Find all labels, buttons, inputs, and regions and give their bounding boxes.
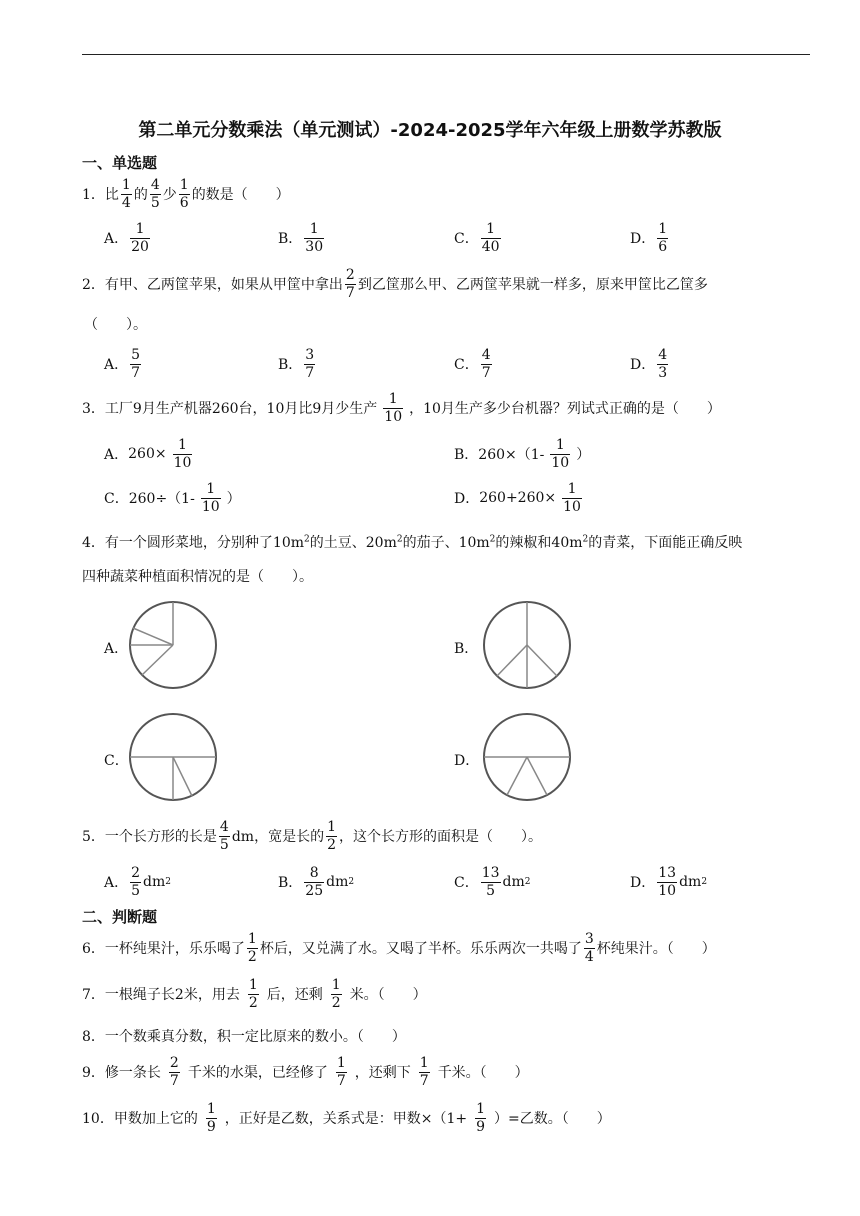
- option-b-label[interactable]: B．: [454, 641, 479, 657]
- fraction: $\frac{4}{5}$: [219, 819, 229, 853]
- fraction: $\frac{2}{7}$: [345, 267, 355, 301]
- header-rule: [82, 54, 810, 55]
- option-b-circle-diagram[interactable]: [482, 600, 572, 690]
- fraction: $\frac{1}{2}$: [331, 977, 341, 1011]
- fraction: $\frac{1}{2}$: [248, 977, 258, 1011]
- fraction: $\frac{1}{6}$: [179, 177, 189, 211]
- question-text: ，这个长方形的面积是（ ）。: [339, 829, 543, 845]
- option-b[interactable]: B． $\frac{8}{25}$ dm 2: [278, 865, 355, 899]
- option-a-label[interactable]: A．: [104, 641, 129, 657]
- option-c[interactable]: C． $\frac{4}{7}$: [454, 347, 491, 381]
- question-text: 少: [162, 187, 177, 203]
- fraction: $\frac{2}{7}$: [169, 1055, 179, 1089]
- fraction: $\frac{1}{7}$: [419, 1055, 429, 1089]
- option-a[interactable]: A． $\frac{1}{20}$: [104, 221, 149, 255]
- question-10: 10． 甲数加上它的 $\frac{1}{9}$ ，正好是乙数，关系式是：甲数×（1+ $\frac{1}{9}$ ）=乙数。（ ）: [82, 1101, 611, 1135]
- question-3: [82, 386, 721, 430]
- fraction: $\frac{1}{9}$: [476, 1101, 486, 1135]
- option-b[interactable]: B． $\frac{3}{7}$: [278, 347, 315, 381]
- option-a[interactable]: A． $\frac{5}{7}$: [104, 347, 141, 381]
- question-text: 有甲、乙两筐苹果，如果从甲筐中拿出: [104, 277, 343, 293]
- question-7: 7． 一根绳子长2米，用去 $\frac{1}{2}$ 后，还剩 $\frac{1}{2}$ 米。（ ）: [82, 977, 427, 1011]
- question-1: [82, 172, 290, 216]
- option-c-label[interactable]: C．: [104, 753, 129, 769]
- question-text: 一个长方形的长是: [104, 829, 217, 845]
- option-a-circle-diagram[interactable]: [128, 600, 218, 690]
- option-d[interactable]: D． $\frac{1}{6}$: [630, 221, 668, 255]
- question-number: 1．: [82, 187, 105, 203]
- question-9: 9． 修一条长 $\frac{2}{7}$ 千米的水渠，已经修了 $\frac{1}{7}$ ，还剩下 $\frac{1}{7}$ 千米。（ ）: [82, 1055, 529, 1089]
- question-number: 2．: [82, 277, 105, 293]
- option-c[interactable]: C． 260÷（1- $\frac{1}{10}$ ）: [104, 481, 241, 515]
- fraction: $\frac{1}{7}$: [336, 1055, 346, 1089]
- section-heading-single-choice: 一、单选题: [82, 154, 158, 172]
- option-d[interactable]: D． $\frac{4}{3}$: [630, 347, 668, 381]
- option-c-circle-diagram[interactable]: [128, 712, 218, 802]
- option-a[interactable]: A． $\frac{2}{5}$ dm 2: [104, 865, 172, 899]
- question-text: dm，宽是长的: [231, 829, 325, 845]
- option-d[interactable]: D． $\frac{13}{10}$ dm 2: [630, 865, 708, 899]
- option-b[interactable]: B． $\frac{1}{30}$: [278, 221, 324, 255]
- question-text: 的: [133, 187, 148, 203]
- option-d-label[interactable]: D．: [454, 753, 480, 769]
- question-text: ，10月生产多少台机器？列试式正确的是（ ）: [409, 401, 721, 417]
- section-heading-true-false: 二、判断题: [82, 908, 158, 926]
- option-c[interactable]: C． $\frac{13}{5}$ dm 2: [454, 865, 531, 899]
- option-a[interactable]: A． 260× $\frac{1}{10}$: [104, 437, 192, 471]
- fraction: $\frac{1}{2}$: [247, 931, 257, 965]
- question-6: 6． 一杯纯果汁，乐乐喝了 $\frac{1}{2}$ 杯后，又兑满了水。又喝了半杯。乐乐两次一共喝了 $\frac{3}{4}$ 杯纯果汁。（ ）: [82, 931, 716, 965]
- question-number: 5．: [82, 829, 105, 845]
- question-2: [82, 262, 708, 306]
- question-8: 8．一个数乘真分数，积一定比原来的数小。（ ）: [82, 1029, 406, 1045]
- option-d-circle-diagram[interactable]: [482, 712, 572, 802]
- page-title: 第二单元分数乘法（单元测试）-2024-2025学年六年级上册数学苏教版: [138, 120, 722, 141]
- question-4-line-1: 4．有一个圆形菜地，分别种了$10m^2$的土豆、$20m^2$的茄子、$10m^2$的辣椒和$40m^2$的青菜，下面能正确反映: [82, 534, 743, 551]
- option-c[interactable]: C． $\frac{1}{40}$: [454, 221, 500, 255]
- fraction: $\frac{1}{2}$: [327, 819, 337, 853]
- option-d[interactable]: D． 260+260× $\frac{1}{10}$: [454, 481, 581, 515]
- fraction: $\frac{4}{5}$: [150, 177, 160, 211]
- fraction: $\frac{1}{9}$: [206, 1101, 216, 1135]
- question-5: [82, 814, 542, 858]
- question-text: （ ）。: [84, 317, 147, 333]
- fraction: $\frac{1}{4}$: [121, 177, 131, 211]
- question-text: 比: [104, 187, 119, 203]
- fraction: $\frac{1}{10}$: [384, 391, 403, 425]
- question-text: 到乙筐那么甲、乙两筐苹果就一样多，原来甲筐比乙筐多: [357, 277, 708, 293]
- option-b[interactable]: B． 260×（1- $\frac{1}{10}$ ）: [454, 437, 591, 471]
- question-text: 工厂9月生产机器260台，10月比9月少生产: [104, 401, 378, 417]
- fraction: $\frac{3}{4}$: [584, 931, 594, 965]
- question-4-line-2: 四种蔬菜种植面积情况的是（ ）。: [82, 569, 313, 585]
- question-number: 3．: [82, 401, 105, 417]
- question-text: 的数是（ ）: [191, 187, 290, 203]
